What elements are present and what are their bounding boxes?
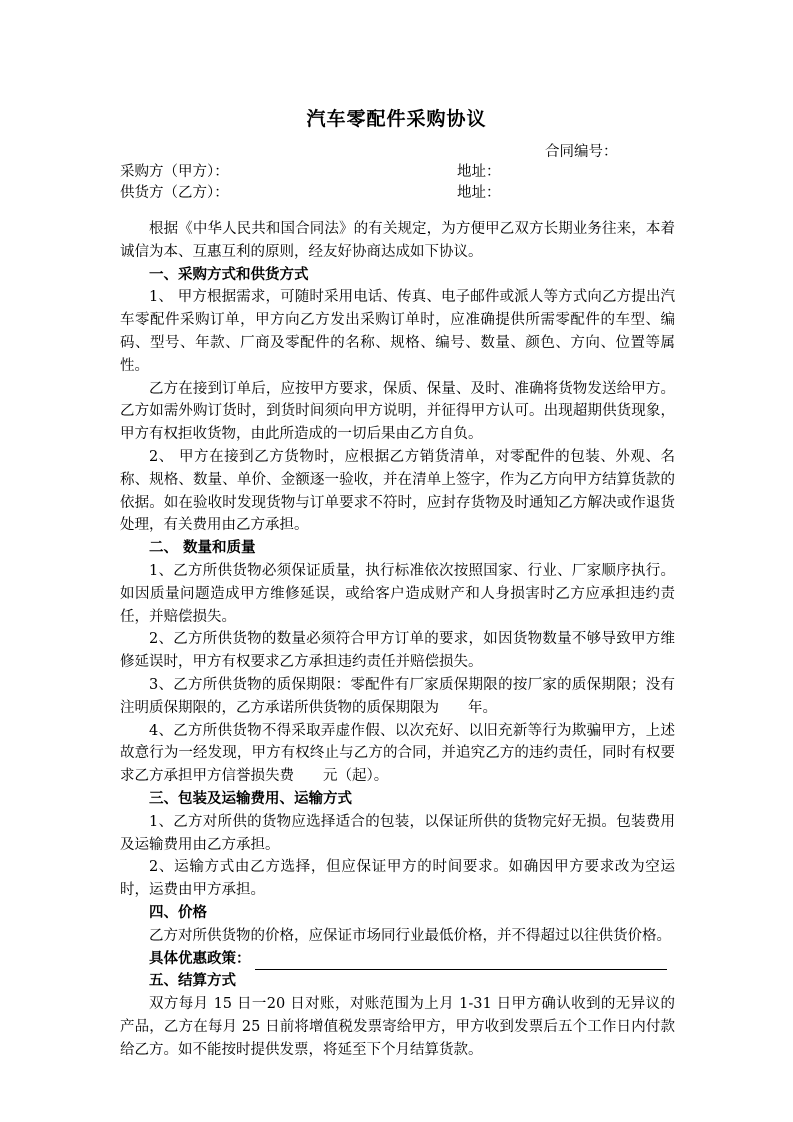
contract-body xyxy=(120,218,675,1061)
section-heading: 一、采购方式和供货方式 xyxy=(149,265,309,283)
clause-paragraph: 1、 甲方根据需求，可随时采用电话、传真、电子邮件或派人等方式向乙方提出汽车零配件采购订单，甲方向乙方发出采购订单时，应准确提供所需零配件的车型、编码、型号、年款、厂商及零配件的名称、规格、编号、数量、颜色、方向、位置等属性。 xyxy=(120,289,675,374)
section-heading: 三、包装及运输费用、运输方式 xyxy=(149,789,352,807)
buyer-label: 采购方（甲方）： xyxy=(120,164,229,180)
clause-paragraph: 3、乙方所供货物的质保期限：零配件有厂家质保期限的按厂家的质保期限；没有注明质保期限的，乙方承诺所供货物的质保期限为 年。 xyxy=(120,676,675,716)
contract-number-label: 合同编号： xyxy=(545,144,618,160)
preferential-policy-blank-line[interactable] xyxy=(255,952,667,970)
supplier-address-label: 地址： xyxy=(457,185,501,201)
clause-paragraph: 乙方对所供货物的价格，应保证市场同行业最低价格，并不得超过以往供货价格。 xyxy=(149,927,671,944)
clause-paragraph: 1、乙方对所供的货物应选择适合的包装，以保证所供的货物完好无损。包装费用及运输费用由乙方承担。 xyxy=(120,813,675,853)
intro-paragraph: 根据《中华人民共和国合同法》的有关规定，为方便甲乙双方长期业务往来，本着诚信为本、互惠互利的原则，经友好协商达成如下协议。 xyxy=(120,221,675,260)
section-heading: 五、结算方式 xyxy=(149,972,236,990)
clause-paragraph: 1、乙方所供货物必须保证质量，执行标准依次按照国家、行业、厂家顺序执行。如因质量问题造成甲方维修延误，或给客户造成财产和人身损害时乙方应承担违约责任，并赔偿损失。 xyxy=(120,562,675,625)
clause-paragraph: 2、 甲方在接到乙方货物时，应根据乙方销货清单，对零配件的包装、外观、名称、规格、数量、单价、金额逐一验收，并在清单上签字，作为乙方向甲方结算货款的依据。如在验收时发现货物与订单要求不符时，应封存货物及时通知乙方解决或作退货处理，有关费用由乙方承担。 xyxy=(120,448,675,534)
clause-paragraph: 乙方在接到订单后，应按甲方要求，保质、保量、及时、准确将货物发送给甲方。乙方如需外购订货时，到货时间须向甲方说明，并征得甲方认可。出现超期供货现象，甲方有权拒收货物，由此所造成的一切后果由乙方自负。 xyxy=(120,380,675,443)
preferential-policy-row xyxy=(120,948,675,971)
clause-paragraph: 2、运输方式由乙方选择，但应保证甲方的时间要求。如确因甲方要求改为空运时，运费由甲方承担。 xyxy=(120,859,675,899)
section-heading: 四、价格 xyxy=(149,903,207,921)
buyer-address-label: 地址： xyxy=(457,164,501,180)
clause-paragraph: 2、乙方所供货物的数量必须符合甲方订单的要求，如因货物数量不够导致甲方维修延误时，甲方有权要求乙方承担违约责任并赔偿损失。 xyxy=(120,631,675,671)
preferential-policy-label: 具体优惠政策： xyxy=(149,949,251,967)
document-title: 汽车零配件采购协议 xyxy=(306,108,487,130)
supplier-label: 供货方（乙方）： xyxy=(120,185,229,201)
clause-paragraph: 双方每月 15 日一20 日对账，对账范围为上月 1-31 日甲方确认收到的无异议的产品，乙方在每月 25 日前将增值税发票寄给甲方，甲方收到发票后五个工作日内付款给乙方。如不能按时提供发票，将延至下个月结算货款。 xyxy=(120,996,675,1058)
clause-paragraph: 4、乙方所供货物不得采取弄虚作假、以次充好、以旧充新等行为欺骗甲方，上述故意行为一经发现，甲方有权终止与乙方的合同，并追究乙方的违约责任，同时有权要求乙方承担甲方信誉损失费 元（起）。 xyxy=(120,722,675,785)
section-heading: 二、 数量和质量 xyxy=(149,539,256,557)
